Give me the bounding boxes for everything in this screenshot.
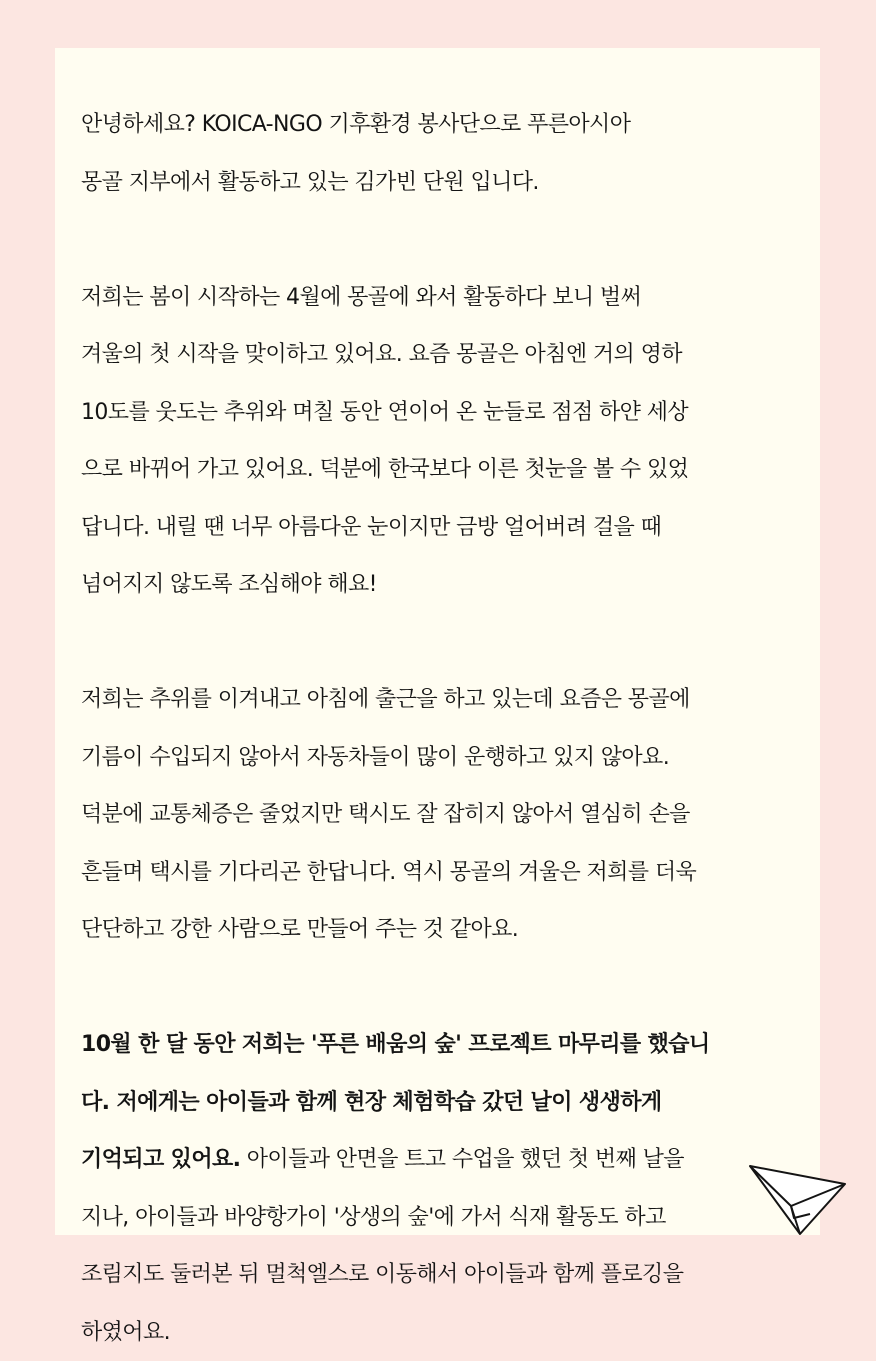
paragraph-greeting <box>81 96 793 211</box>
paragraph-project-text: 아이들과 안면을 트고 수업을 했던 첫 번째 날을 지나, 아이들과 바양항가이 '상생의 숲'에 가서 식재 활동도 하고 조림지도 둘러본 뒤 멀척엘스로 이동해서 아이들과 함께 플로깅을 하였어요. <box>81 1147 684 1345</box>
paper-plane-icon <box>748 1160 848 1238</box>
letter-body <box>81 96 793 1361</box>
paragraph-greeting-text: 안녕하세요? KOICA-NGO 기후환경 봉사단으로 푸른아시아 몽골 지부에서 활동하고 있는 김가빈 단원 입니다. <box>81 112 631 195</box>
paragraph-winter <box>81 269 793 614</box>
paragraph-project <box>81 1016 793 1361</box>
paragraph-winter-text: 저희는 봄이 시작하는 4월에 몽골에 와서 활동하다 보니 벌써 겨울의 첫 시작을 맞이하고 있어요. 요즘 몽골은 아침엔 거의 영하 10도를 웃도는 추위와 며칠 동안 연이어 온 눈들로 점점 하얀 세상 으로 바뀌어 가고 있어요. 덕분에 한국보다 이른 첫눈을 볼 수 있었 답니다. 내릴 땐 너무 아름다운 눈이지만 금방 얼어버려 걸을 때 넘어지지 않도록 조심해야 해요! <box>81 284 689 597</box>
paragraph-project-highlight: 10월 한 달 동안 저희는 '푸른 배움의 숲' 프로젝트 마무리를 했습니 다. 저에게는 아이들과 함께 현장 체험학습 갔던 날이 생생하게 기억되고 있어요. <box>81 1032 710 1172</box>
paragraph-commute-text: 저희는 추위를 이겨내고 아침에 출근을 하고 있는데 요즘은 몽골에 기름이 수입되지 않아서 자동차들이 많이 운행하고 있지 않아요. 덕분에 교통체증은 줄었지만 택시도 잘 잡히지 않아서 열심히 손을 흔들며 택시를 기다리곤 한답니다. 역시 몽골의 겨울은 저희를 더욱 단단하고 강한 사람으로 만들어 주는 것 같아요. <box>81 687 697 942</box>
paragraph-commute <box>81 671 793 959</box>
letter-card <box>55 48 820 1345</box>
